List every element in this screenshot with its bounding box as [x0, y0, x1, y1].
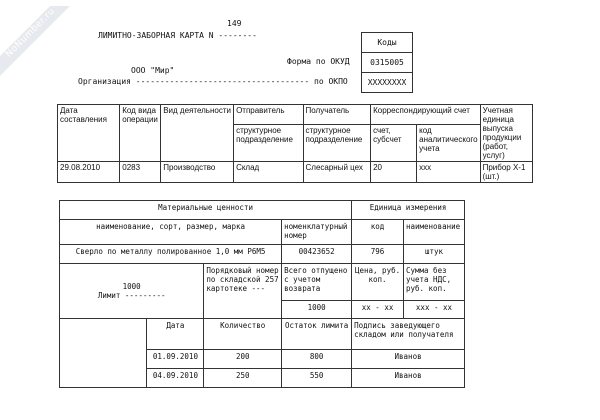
cell-limit-rest: 800: [282, 350, 352, 369]
table-row: [58, 162, 533, 183]
col-issued-total: Всего отпущено с учетом возврата: [282, 264, 352, 301]
col-quantity: Количество: [204, 319, 282, 350]
okud-code: 0315005: [362, 52, 412, 72]
okud-label: Форма по ОКУД: [287, 57, 350, 66]
codes-box: [361, 32, 413, 93]
left-blank: [60, 319, 147, 388]
document-title: ЛИМИТНО-ЗАБОРНАЯ КАРТА N --------: [98, 31, 257, 40]
codes-label: Коды: [377, 38, 397, 47]
col-material-values: Материальные ценности: [60, 201, 352, 220]
cell-nomenclature: 00423652: [282, 245, 352, 264]
col-price: Цена, руб. коп.: [352, 264, 404, 301]
col-date: Дата составления: [58, 105, 120, 162]
col-serial-no: Порядковый номер по складской 257 картотеке ---: [204, 264, 282, 319]
cell-quantity: 250: [204, 369, 282, 388]
limit-cell: [60, 264, 204, 319]
col-sender: Отправитель: [234, 105, 303, 125]
col-accounting-unit: Учетная единица выпуска продукции (работ, услуг): [480, 105, 532, 162]
cell-issue-date: 04.09.2010: [147, 369, 204, 388]
col-corr-account: Корреспондирующий счет: [371, 105, 481, 125]
cell-signature: Иванов: [352, 350, 465, 369]
col-op-code: Код вида операции: [120, 105, 161, 162]
col-unit-of-measure: Единица измерения: [352, 201, 465, 220]
cell-op-code: 0283: [120, 162, 161, 183]
col-item-name: наименование, сорт, размер, марка: [60, 220, 282, 245]
col-activity: Вид деятельности: [161, 105, 234, 162]
col-sum-no-vat: Сумма без учета НДС, руб. коп.: [403, 264, 464, 301]
form-number: 149: [227, 19, 242, 28]
col-nomenclature: номенклатурный номер: [282, 220, 352, 245]
col-issue-date: Дата: [147, 319, 204, 350]
cell-quantity: 200: [204, 350, 282, 369]
cell-date: 29.08.2010: [58, 162, 120, 183]
col-analytic-code: код аналитического учета: [417, 125, 480, 162]
cell-item-name: Сверло по металлу полированное 1,0 мм Р6М5: [60, 245, 282, 264]
col-account-sub: счет, субсчет: [371, 125, 417, 162]
col-limit-rest: Остаток лимита: [282, 319, 352, 350]
watermark-text: NoNumber.ru: [4, 6, 58, 60]
materials-table: [59, 200, 465, 388]
col-receiver: Получатель: [303, 105, 371, 125]
cell-price: хх - хх: [352, 301, 404, 319]
limit-label: Лимит ---------: [97, 291, 166, 300]
cell-analytic: xxx: [417, 162, 480, 183]
cell-issue-date: 01.09.2010: [147, 350, 204, 369]
organization-label: Организация ------------------------------------ по ОКПО: [78, 77, 348, 86]
col-code: код: [352, 220, 404, 245]
cell-account: 20: [371, 162, 417, 183]
cell-signature: Иванов: [352, 369, 465, 388]
col-sender-sub: структурное подразделение: [234, 125, 303, 162]
cell-sender: Склад: [234, 162, 303, 183]
cell-issued-total: 1000: [282, 301, 352, 319]
col-receiver-sub: структурное подразделение: [303, 125, 371, 162]
cell-unit: Прибор X-1 (шт.): [480, 162, 532, 183]
organization-name: ООО "Мир": [131, 66, 175, 75]
cell-limit-rest: 550: [282, 369, 352, 388]
limit-value: 1000: [122, 282, 141, 291]
cell-activity: Производство: [161, 162, 234, 183]
col-signature: Подпись заведующего складом или получателя: [352, 319, 465, 350]
cell-receiver: Слесарный цех: [303, 162, 371, 183]
cell-sum: ххх - хх: [403, 301, 464, 319]
header-table: [57, 104, 533, 183]
col-unit-name: наименование: [403, 220, 464, 245]
okpo-code: XXXXXXXX: [362, 72, 412, 92]
cell-code: 796: [352, 245, 404, 264]
cell-unit: штук: [403, 245, 464, 264]
table-row: [60, 245, 465, 264]
watermark: [0, 6, 70, 80]
